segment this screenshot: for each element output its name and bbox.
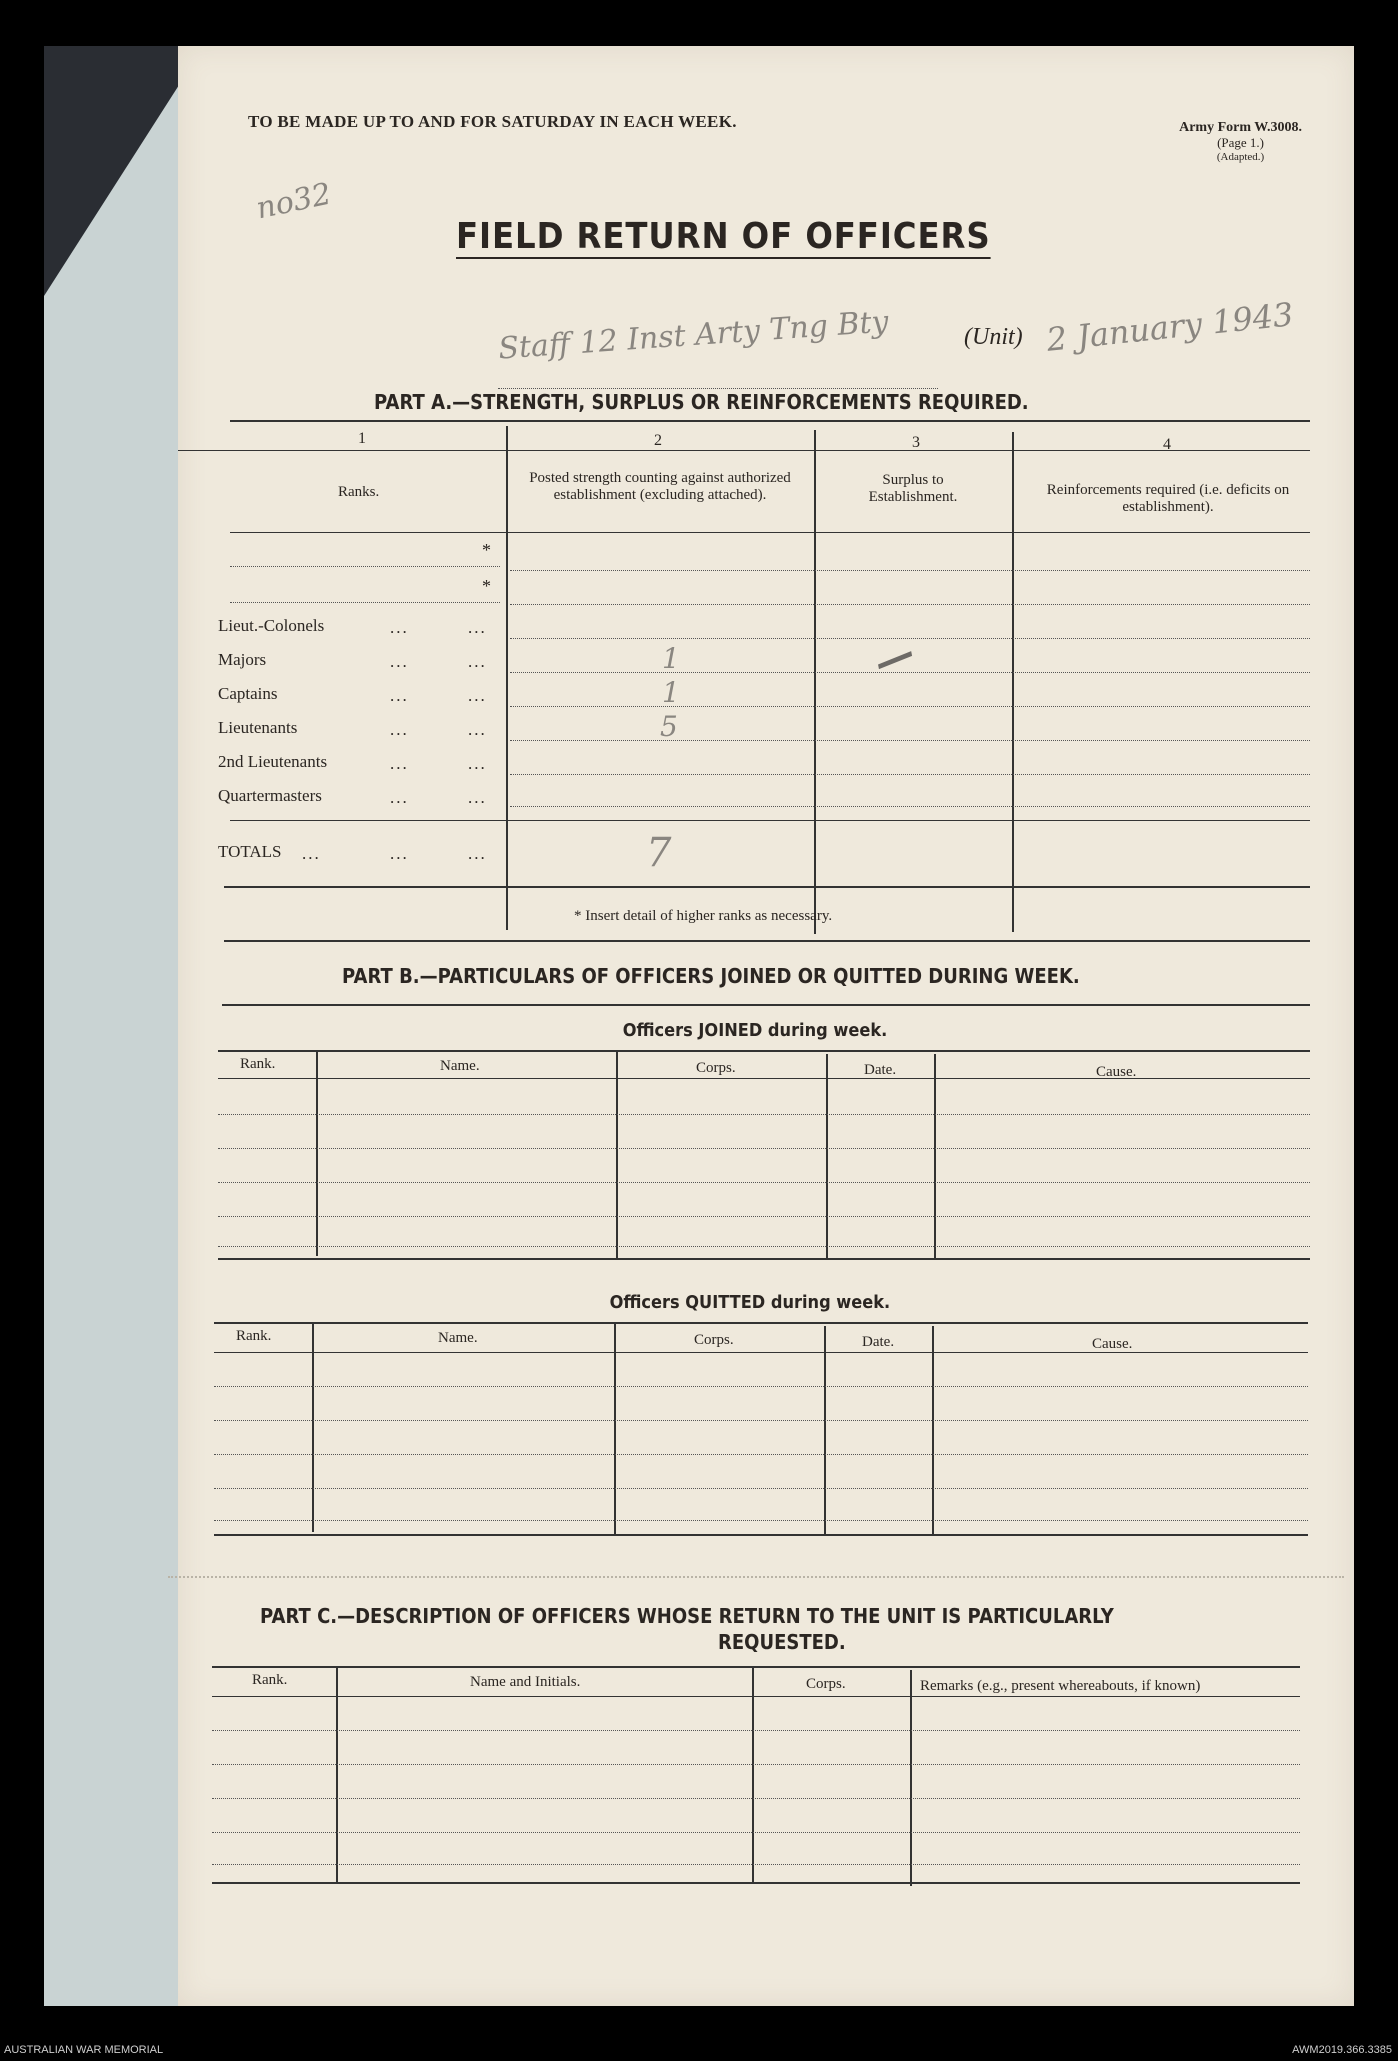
col-number-2: 2 [654, 432, 662, 449]
partc-col-corps: Corps. [806, 1676, 846, 1692]
quitted-col-rank: Rank. [236, 1328, 272, 1344]
part-c-heading-line2: REQUESTED. [718, 1630, 846, 1654]
quitted-col-name: Name. [438, 1330, 478, 1346]
handwritten-totals-posted: 7 [646, 830, 672, 876]
partc-col-remarks: Remarks (e.g., present whereabouts, if known) [920, 1678, 1201, 1694]
partc-col-rank: Rank. [252, 1672, 288, 1688]
rank-majors: Majors [218, 650, 267, 669]
footer-institution: AUSTRALIAN WAR MEMORIAL [4, 2044, 164, 2056]
leader-dots: ... [468, 686, 487, 705]
joined-col-corps: Corps. [696, 1060, 736, 1076]
form-number: Army Form W.3008. [1179, 120, 1302, 135]
handwritten-unit: Staff 12 Inst Arty Tng Bty [497, 304, 890, 367]
footer-accession: AWM2019.366.3385 [1292, 2044, 1392, 2056]
form-adapted: (Adapted.) [1216, 151, 1265, 163]
form-page-number: (Page 1.) [1217, 135, 1265, 150]
unit-label: (Unit) [964, 324, 1023, 350]
leader-dots: ... [468, 652, 487, 671]
totals-label: TOTALS [218, 842, 282, 861]
leader-dots: ... [468, 844, 487, 863]
col-reinf-header: Reinforcements required (i.e. deficits on establishment). [1046, 482, 1290, 515]
partc-col-name: Name and Initials. [470, 1674, 581, 1690]
part-b-heading: PART B.—PARTICULARS OF OFFICERS JOINED OR QUITTED DURING WEEK. [342, 964, 1080, 988]
handwritten-reference: no32 [253, 176, 335, 227]
form-page [178, 46, 1354, 2006]
quitted-heading: Officers QUITTED during week. [609, 1292, 891, 1313]
leader-dots: ... [390, 686, 409, 705]
joined-heading: Officers JOINED during week. [622, 1020, 888, 1041]
part-a-footnote: * Insert detail of higher ranks as necessary. [574, 908, 833, 924]
col-ranks-header: Ranks. [338, 484, 380, 500]
star-mark-1: * [482, 540, 491, 560]
joined-col-name: Name. [440, 1058, 480, 1074]
rank-lieut-colonels: Lieut.-Colonels [218, 616, 325, 635]
star-mark-2: * [482, 576, 491, 596]
rank-lieutenants: Lieutenants [218, 718, 298, 737]
part-c-heading-line1: PART C.—DESCRIPTION OF OFFICERS WHOSE RETURN TO THE UNIT IS PARTICULARLY [260, 1604, 1114, 1628]
rank-2nd-lieutenants: 2nd Lieutenants [218, 752, 328, 771]
leader-dots: ... [390, 652, 409, 671]
leader-dots: ... [390, 844, 409, 863]
leader-dots: ... [390, 720, 409, 739]
handwritten-date: 2 January 1943 [1044, 295, 1296, 359]
handwritten-lieutenants-posted: 5 [660, 710, 678, 743]
col-surplus-header: Surplus to Establishment. [868, 472, 958, 505]
quitted-col-cause: Cause. [1092, 1336, 1133, 1352]
joined-col-cause: Cause. [1096, 1064, 1137, 1080]
leader-dots: ... [302, 844, 321, 863]
joined-col-date: Date. [864, 1062, 897, 1078]
handwritten-captains-posted: 1 [662, 676, 680, 709]
part-a-heading: PART A.—STRENGTH, SURPLUS OR REINFORCEMENTS REQUIRED. [374, 390, 1029, 414]
quitted-col-corps: Corps. [694, 1332, 734, 1348]
leader-dots: ... [468, 788, 487, 807]
col-number-4: 4 [1163, 436, 1171, 453]
leader-dots: ... [468, 754, 487, 773]
rank-quartermasters: Quartermasters [218, 786, 322, 805]
form-title: FIELD RETURN OF OFFICERS [456, 216, 991, 257]
handwritten-majors-posted: 1 [662, 642, 680, 675]
leader-dots: ... [468, 618, 487, 637]
rank-captains: Captains [218, 684, 278, 703]
quitted-col-date: Date. [862, 1334, 895, 1350]
col-posted-header: Posted strength counting against authorized establishment (excluding attached). [529, 470, 791, 503]
leader-dots: ... [468, 720, 487, 739]
joined-col-rank: Rank. [240, 1056, 276, 1072]
leader-dots: ... [390, 618, 409, 637]
leader-dots: ... [390, 754, 409, 773]
col-number-3: 3 [912, 434, 920, 451]
header-instruction: TO BE MADE UP TO AND FOR SATURDAY IN EACH WEEK. [248, 112, 737, 131]
handwritten-majors-surplus: — [866, 628, 922, 687]
col-number-1: 1 [358, 430, 366, 447]
form-number-block [1179, 120, 1302, 165]
leader-dots: ... [390, 788, 409, 807]
